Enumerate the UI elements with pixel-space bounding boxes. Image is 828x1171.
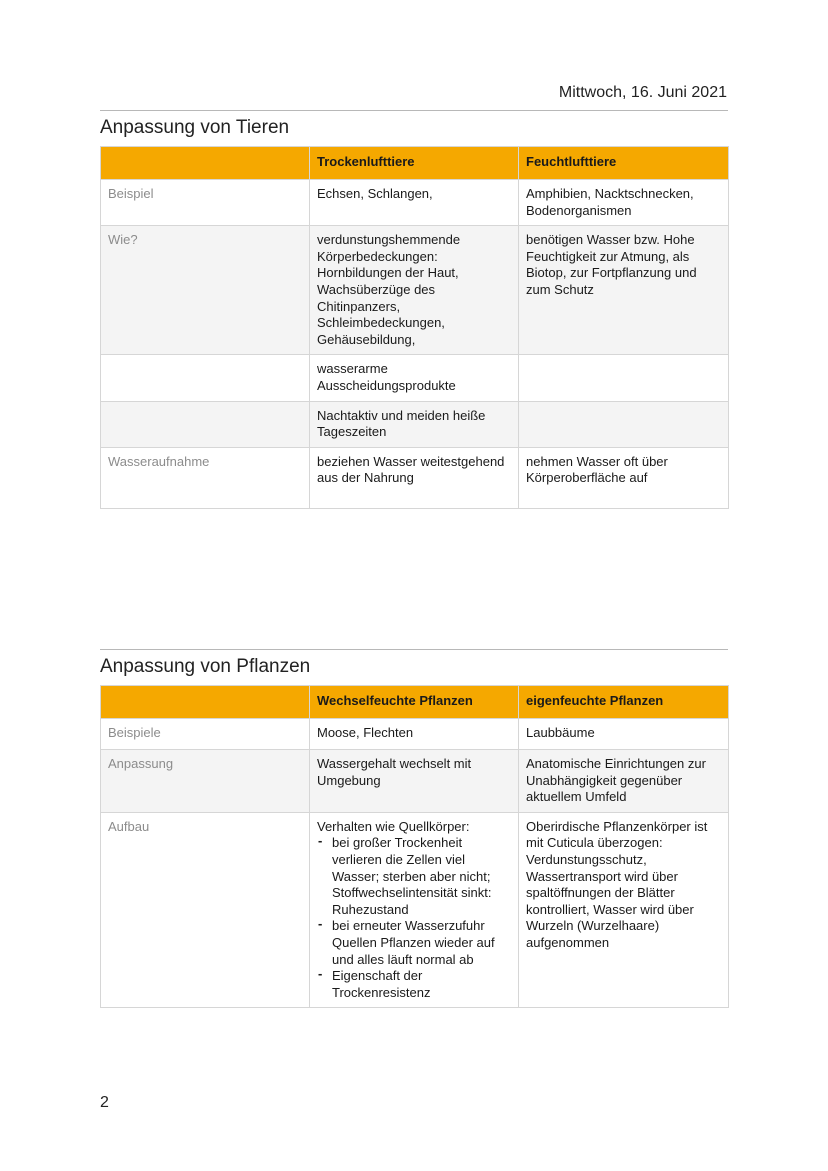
table-row	[101, 750, 729, 813]
header-cell-trockenlufttiere: Trockenlufttiere	[310, 147, 519, 180]
row-label: Beispiele	[101, 719, 310, 750]
header-cell-feuchtlufttiere: Feuchtlufttiere	[519, 147, 729, 180]
table-row	[101, 719, 729, 750]
cell-trocken: verdunstungshemmende Körperbedeckungen: Hornbildungen der Haut, Wachsüberzüge des Chitinpanzers, Schleimbedeckungen, Gehäusebildung,	[310, 226, 519, 355]
cell-eigen: Anatomische Einrichtungen zur Unabhängigkeit gegenüber aktuellem Umfeld	[519, 750, 729, 813]
cell-feucht	[519, 355, 729, 401]
row-label	[101, 355, 310, 401]
table-header-row	[101, 147, 729, 180]
table-tiere	[100, 146, 729, 509]
table-row	[101, 180, 729, 226]
cell-wechsel	[310, 812, 519, 1008]
row-label: Aufbau	[101, 812, 310, 1008]
header-cell-empty	[101, 686, 310, 719]
header-cell-eigenfeuchte: eigenfeuchte Pflanzen	[519, 686, 729, 719]
cell-feucht: nehmen Wasser oft über Körperoberfläche auf	[519, 447, 729, 508]
cell-eigen: Oberirdische Pflanzenkörper ist mit Cuticula überzogen: Verdunstungsschutz, Wassertransport wird über spaltöffnungen der Blätter kontrolliert, Wasser wird über Wurzeln (Wurzelhaare) aufgenommen	[519, 812, 729, 1008]
divider	[100, 649, 728, 650]
document-date: Mittwoch, 16. Juni 2021	[558, 84, 727, 101]
cell-wechsel: Wassergehalt wechselt mit Umgebung	[310, 750, 519, 813]
row-label: Wie?	[101, 226, 310, 355]
table-row	[101, 447, 729, 508]
list-item: - bei erneuter Wasserzufuhr Quellen Pflanzen wieder auf und alles läuft normal ab	[332, 918, 511, 968]
page-number: 2	[100, 1094, 109, 1111]
table-header-row	[101, 686, 729, 719]
table-row	[101, 401, 729, 447]
cell-trocken: Echsen, Schlangen,	[310, 180, 519, 226]
cell-intro: Verhalten wie Quellkörper:	[317, 818, 470, 834]
cell-eigen: Laubbäume	[519, 719, 729, 750]
row-label: Anpassung	[101, 750, 310, 813]
cell-wechsel: Moose, Flechten	[310, 719, 519, 750]
cell-feucht	[519, 401, 729, 447]
table-row	[101, 355, 729, 401]
row-label: Beispiel	[101, 180, 310, 226]
header-cell-empty	[101, 147, 310, 180]
section-title-tiere: Anpassung von Tieren	[100, 117, 290, 138]
cell-feucht: Amphibien, Nacktschnecken, Bodenorganismen	[519, 180, 729, 226]
divider	[100, 110, 728, 111]
list-item: - Eigenschaft der Trockenresistenz	[332, 968, 511, 1001]
cell-feucht: benötigen Wasser bzw. Hohe Feuchtigkeit zur Atmung, als Biotop, zur Fortpflanzung und zum Schutz	[519, 226, 729, 355]
row-label: Wasseraufnahme	[101, 447, 310, 508]
table-row	[101, 812, 729, 1008]
table-row	[101, 226, 729, 355]
cell-trocken: Nachtaktiv und meiden heiße Tageszeiten	[310, 401, 519, 447]
row-label	[101, 401, 310, 447]
header-cell-wechselfeuchte: Wechselfeuchte Pflanzen	[310, 686, 519, 719]
section-title-pflanzen: Anpassung von Pflanzen	[100, 656, 311, 677]
cell-trocken: wasserarme Ausscheidungsprodukte	[310, 355, 519, 401]
table-pflanzen	[100, 685, 729, 1008]
cell-trocken: beziehen Wasser weitestgehend aus der Nahrung	[310, 447, 519, 508]
bullet-list	[317, 835, 511, 1001]
list-item: - bei großer Trockenheit verlieren die Zellen viel Wasser; sterben aber nicht; Stoffwechselintensität sinkt: Ruhezustand	[332, 835, 511, 918]
